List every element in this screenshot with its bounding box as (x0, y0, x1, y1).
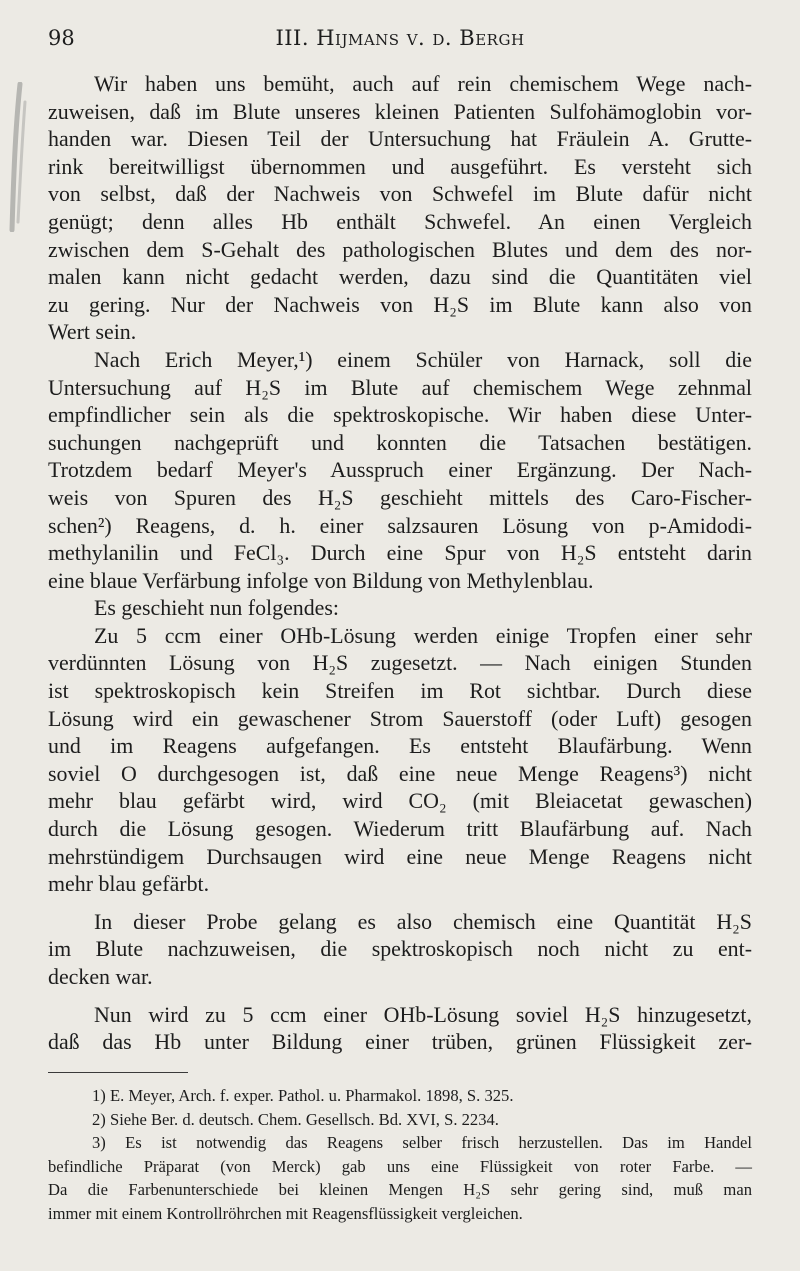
footnote-3-line: Da die Farbenunterschiede bei kleinen Mengen H₂S sehr gering sind, muß man (48, 1180, 752, 1199)
footnote-rule (48, 1072, 188, 1073)
text-line: empfindlicher sein als die spektroskopische. Wir haben diese Unter- (48, 402, 752, 428)
text-line: ist spektroskopisch kein Streifen im Rot sichtbar. Durch diese (48, 678, 752, 704)
text-line: Nun wird zu 5 ccm einer OHb-Lösung soviel H₂S hinzugesetzt, (94, 1001, 752, 1027)
text-line: genügt; denn alles Hb enthält Schwefel. An einen Vergleich (48, 208, 752, 234)
paragraph-4 (48, 622, 752, 898)
paragraph-gap (48, 898, 752, 908)
text-line: decken war. (48, 964, 153, 989)
running-head: III. Hijmans v. d. Bergh (275, 26, 525, 50)
paragraph-2 (48, 346, 752, 594)
text-line: weis von Spuren des H₂S geschieht mittels des Caro-Fischer- (48, 484, 752, 510)
footnote-3: 3) Es ist notwendig das Reagens selber frisch herzustellen. Das im Handel (92, 1133, 752, 1152)
page-number: 98 (48, 26, 75, 50)
paragraph-5 (48, 908, 752, 991)
text-line: zu gering. Nur der Nachweis von H₂S im Blute kann also von (48, 291, 752, 317)
text-line: rink bereitwilligst übernommen und ausgeführt. Es versteht sich (48, 153, 752, 179)
text-line: Lösung wird ein gewaschener Strom Sauerstoff (oder Luft) gesogen (48, 705, 752, 731)
text-line: eine blaue Verfärbung infolge von Bildung von Methylenblau. (48, 567, 594, 593)
text-line: verdünnten Lösung von H₂S zugesetzt. — Nach einigen Stunden (48, 650, 752, 676)
text-line: Untersuchung auf H₂S im Blute auf chemischem Wege zehnmal (48, 374, 752, 400)
text-line: handen war. Diesen Teil der Untersuchung hat Fräulein A. Grutte- (48, 126, 752, 152)
text-line: mehr blau gefärbt wird, wird CO₂ (mit Bleiacetat gewaschen) (48, 788, 752, 814)
text-line: Wir haben uns bemüht, auch auf rein chemischem Wege nach- (94, 71, 752, 96)
text-line: daß das Hb unter Bildung einer trüben, grünen Flüssigkeit zer- (48, 1029, 752, 1055)
text-line: methylanilin und FeCl₃. Durch eine Spur von H₂S entsteht darin (48, 540, 752, 566)
text-line: mehr blau gefärbt. (48, 871, 210, 897)
text-line: Zu 5 ccm einer OHb-Lösung werden einige Tropfen einer sehr (94, 622, 752, 648)
pencil-margin-mark (6, 82, 28, 232)
footnote-2: 2) Siehe Ber. d. deutsch. Chem. Gesellsch. Bd. XVI, S. 2234. (92, 1109, 499, 1129)
text-line: In dieser Probe gelang es also chemisch eine Quantität H₂S (94, 908, 752, 934)
text-line: Wert sein. (48, 319, 137, 345)
text-line: Trotzdem bedarf Meyer's Ausspruch einer Ergänzung. Der Nach- (48, 457, 752, 483)
footnote-3-line: immer mit einem Kontrollröhrchen mit Reagensflüssigkeit vergleichen. (48, 1203, 523, 1223)
footnote-3-line: befindliche Präparat (von Merck) gab uns eine Flüssigkeit von roter Farbe. — (48, 1156, 752, 1176)
paragraph-1 (48, 70, 752, 346)
text-line: und im Reagens aufgefangen. Es entsteht Blaufärbung. Wenn (48, 733, 752, 759)
text-line: soviel O durchgesogen ist, daß eine neue Menge Reagens³) nicht (48, 760, 752, 786)
text-line: mehrstündigem Durchsaugen wird eine neue Menge Reagens nicht (48, 843, 752, 869)
text-line: Nach Erich Meyer,¹) einem Schüler von Harnack, soll die (94, 346, 752, 372)
text-line: Es geschieht nun folgendes: (94, 595, 339, 621)
text-line: schen²) Reagens, d. h. einer salzsauren Lösung von p-Amidodi- (48, 512, 752, 538)
paragraph-6 (48, 1001, 752, 1056)
body-text (48, 70, 752, 1056)
text-line: von selbst, daß der Nachweis von Schwefel im Blute dafür nicht (48, 181, 752, 207)
text-line: zuweisen, daß im Blute unseres kleinen Patienten Sulfohämoglobin vor- (48, 98, 752, 124)
text-line: durch die Lösung gesogen. Wiederum tritt Blaufärbung auf. Nach (48, 816, 752, 842)
text-line: malen kann nicht gedacht werden, dazu sind die Quantitäten viel (48, 264, 752, 290)
footnotes (48, 1084, 752, 1225)
text-line: zwischen dem S-Gehalt des pathologischen Blutes und dem des nor- (48, 236, 752, 262)
text-line: im Blute nachzuweisen, die spektroskopisch noch nicht zu ent- (48, 936, 752, 962)
paragraph-gap (48, 991, 752, 1001)
page-header (48, 26, 752, 56)
footnote-1: 1) E. Meyer, Arch. f. exper. Pathol. u. Pharmakol. 1898, S. 325. (92, 1086, 514, 1105)
text-line: suchungen nachgeprüft und konnten die Tatsachen bestätigen. (48, 429, 752, 455)
paragraph-3 (48, 594, 752, 622)
